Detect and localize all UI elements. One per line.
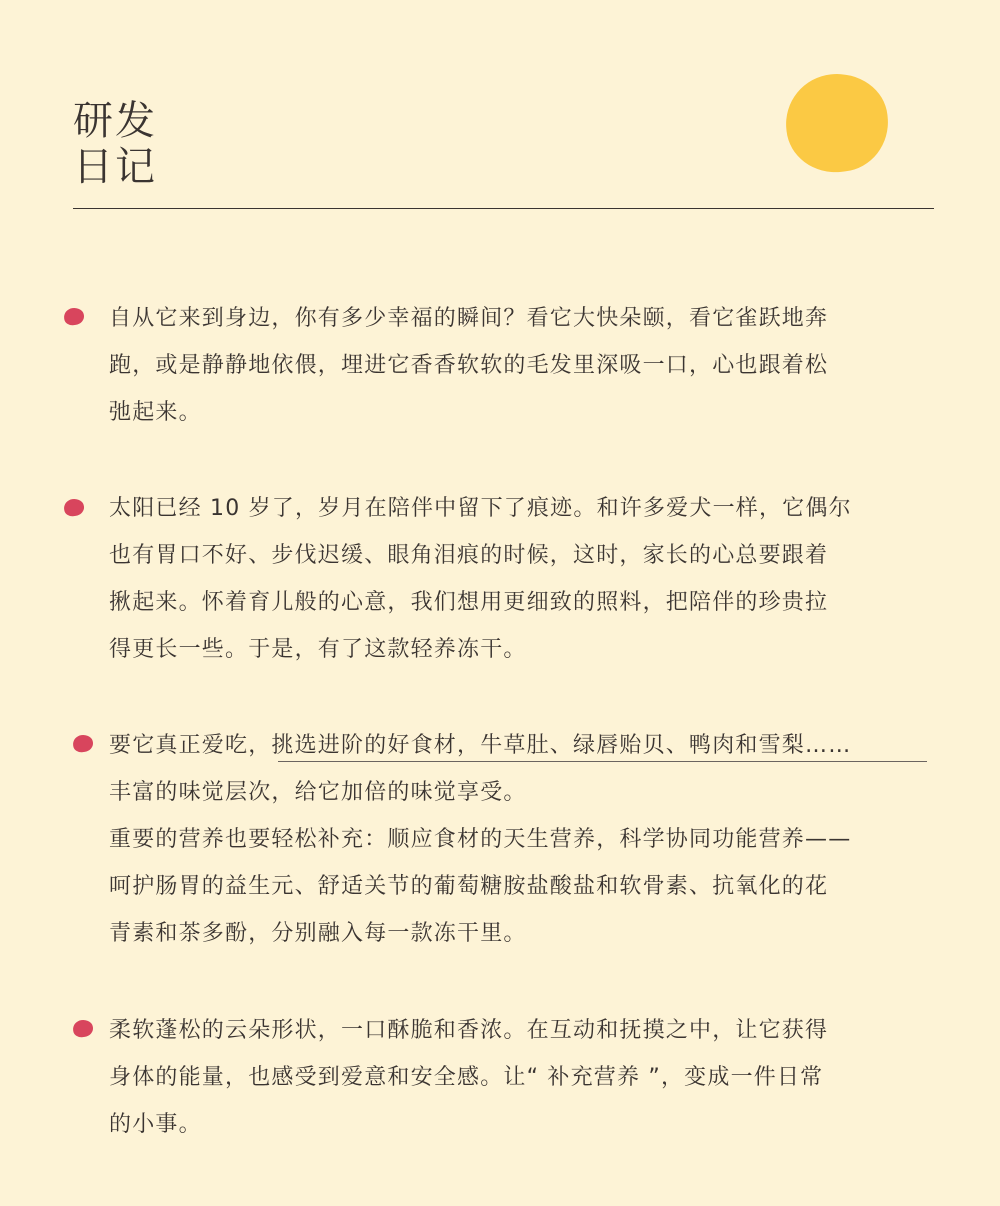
paragraph-line: 要它真正爱吃，挑选进阶的好食材，牛草肚、绿唇贻贝、鸭肉和雪梨…… <box>109 733 852 758</box>
title-line-2: 日记 <box>73 144 157 190</box>
paragraph-line: 跑，或是静静地依偎，埋进它香香软软的毛发里深吸一口，心也跟着松 <box>109 353 829 378</box>
paragraph-line: 青素和茶多酚，分别融入每一款冻干里。 <box>109 921 527 946</box>
page-title <box>73 98 157 190</box>
paragraph-line: 重要的营养也要轻松补充：顺应食材的天生营养，科学协同功能营养—— <box>109 827 852 852</box>
sun-illustration <box>781 69 893 177</box>
paragraph-line: 丰富的味觉层次，给它加倍的味觉享受。 <box>109 780 527 805</box>
paragraph-line: 揪起来。怀着育儿般的心意，我们想用更细致的照料，把陪伴的珍贵拉 <box>109 590 829 615</box>
paragraph-4 <box>109 1007 939 1148</box>
paragraph-line: 自从它来到身边，你有多少幸福的瞬间？看它大快朵颐，看它雀跃地奔 <box>109 306 829 331</box>
paragraph-line: 也有胃口不好、步伐迟缓、眼角泪痕的时候，这时，家长的心总要跟着 <box>109 543 829 568</box>
paragraph-line: 呵护肠胃的益生元、舒适关节的葡萄糖胺盐酸盐和软骨素、抗氧化的花 <box>109 874 829 899</box>
header-divider <box>73 208 934 209</box>
paragraph-line: 得更长一些。于是，有了这款轻养冻干。 <box>109 637 527 662</box>
paragraph-3 <box>109 722 939 957</box>
paragraph-line: 柔软蓬松的云朵形状，一口酥脆和香浓。在互动和抚摸之中，让它获得 <box>109 1018 829 1043</box>
bullet-dot-icon <box>63 498 85 518</box>
bullet-dot-icon <box>63 307 85 327</box>
paragraph-1 <box>109 295 939 436</box>
bullet-dot-icon <box>72 734 94 754</box>
paragraph-line: 弛起来。 <box>109 400 202 425</box>
paragraph-2 <box>109 485 939 673</box>
paragraph-line: 太阳已经 10 岁了，岁月在陪伴中留下了痕迹。和许多爱犬一样，它偶尔 <box>109 496 852 521</box>
bullet-dot-icon <box>72 1019 94 1039</box>
paragraph-line: 的小事。 <box>109 1112 202 1137</box>
title-line-1: 研发 <box>73 98 157 144</box>
highlight-underline <box>278 761 927 762</box>
paragraph-line: 身体的能量，也感受到爱意和安全感。让“ 补充营养 ”，变成一件日常 <box>109 1065 824 1090</box>
